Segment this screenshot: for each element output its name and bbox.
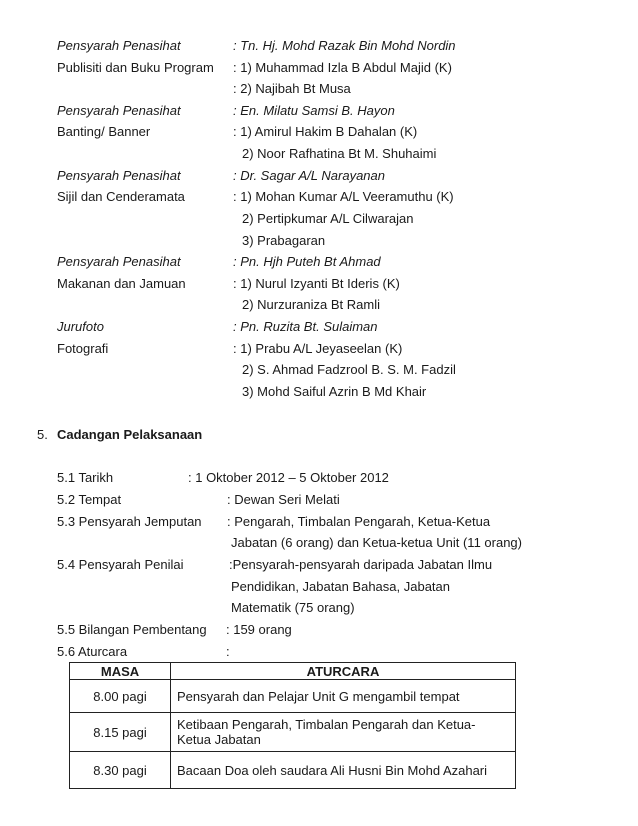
column-header-masa: MASA [70,663,171,680]
committee-member: 3) Prabagaran [242,233,326,248]
committee-role: Pensyarah Penasihat [57,103,181,118]
committee-member: : 1) Prabu A/L Jeyaseelan (K) [233,341,403,356]
table-row [70,752,516,789]
table-cell-event: Bacaan Doa oleh saudara Ali Husni Bin Mohd Azahari [171,752,516,789]
committee-role: Makanan dan Jamuan [57,276,186,291]
committee-role: Publisiti dan Buku Program [57,60,214,75]
table-cell-time: 8.30 pagi [70,752,171,789]
committee-member: : Pn. Hjh Puteh Bt Ahmad [233,254,381,269]
committee-member: : 1) Muhammad Izla B Abdul Majid (K) [233,60,452,75]
section-number: 5. [37,427,48,442]
detail-value: : 159 orang [226,622,292,637]
committee-member: 2) S. Ahmad Fadzrool B. S. M. Fadzil [242,362,456,377]
detail-value: Jabatan (6 orang) dan Ketua-ketua Unit (11 orang) [231,535,522,550]
committee-member: : Pn. Ruzita Bt. Sulaiman [233,319,378,334]
detail-value: Pendidikan, Jabatan Bahasa, Jabatan [231,579,451,594]
table-cell-time: 8.00 pagi [70,680,171,713]
committee-role: Pensyarah Penasihat [57,254,181,269]
committee-member: : En. Milatu Samsi B. Hayon [233,103,395,118]
committee-member: : 1) Mohan Kumar A/L Veeramuthu (K) [233,189,454,204]
committee-member: 3) Mohd Saiful Azrin B Md Khair [242,384,427,399]
section-title: Cadangan Pelaksanaan [57,427,203,442]
committee-member: 2) Pertipkumar A/L Cilwarajan [242,211,414,226]
schedule-table [69,662,516,789]
committee-member: : 1) Amirul Hakim B Dahalan (K) [233,124,418,139]
detail-label: 5.1 Tarikh [57,470,114,485]
committee-member: 2) Nurzuraniza Bt Ramli [242,297,380,312]
committee-role: Fotografi [57,341,109,356]
detail-label: 5.5 Bilangan Pembentang [57,622,207,637]
column-header-aturcara: ATURCARA [171,663,516,680]
table-header-row [70,663,516,680]
table-cell-event: Ketibaan Pengarah, Timbalan Pengarah dan Ketua-Ketua Jabatan [171,713,516,752]
table-row [70,713,516,752]
table-cell-time: 8.15 pagi [70,713,171,752]
committee-role: Banting/ Banner [57,124,151,139]
committee-member: : Dr. Sagar A/L Narayanan [233,168,385,183]
detail-value: : 1 Oktober 2012 – 5 Oktober 2012 [188,470,389,485]
detail-value: Matematik (75 orang) [231,600,355,615]
committee-member: : Tn. Hj. Mohd Razak Bin Mohd Nordin [233,38,456,53]
detail-value: : [226,644,230,659]
table-cell-event: Pensyarah dan Pelajar Unit G mengambil tempat [171,680,516,713]
committee-member: : 1) Nurul Izyanti Bt Ideris (K) [233,276,400,291]
table-row [70,680,516,713]
committee-member: 2) Noor Rafhatina Bt M. Shuhaimi [242,146,437,161]
detail-label: 5.2 Tempat [57,492,122,507]
detail-value: : Dewan Seri Melati [227,492,340,507]
detail-value: :Pensyarah-pensyarah daripada Jabatan Ilmu [229,557,493,572]
committee-role: Pensyarah Penasihat [57,38,181,53]
detail-value: : Pengarah, Timbalan Pengarah, Ketua-Ketua [227,514,491,529]
detail-label: 5.6 Aturcara [57,644,128,659]
committee-member: : 2) Najibah Bt Musa [233,81,351,96]
committee-role: Pensyarah Penasihat [57,168,181,183]
committee-role: Sijil dan Cenderamata [57,189,185,204]
detail-label: 5.4 Pensyarah Penilai [57,557,184,572]
committee-role: Jurufoto [57,319,104,334]
detail-label: 5.3 Pensyarah Jemputan [57,514,202,529]
